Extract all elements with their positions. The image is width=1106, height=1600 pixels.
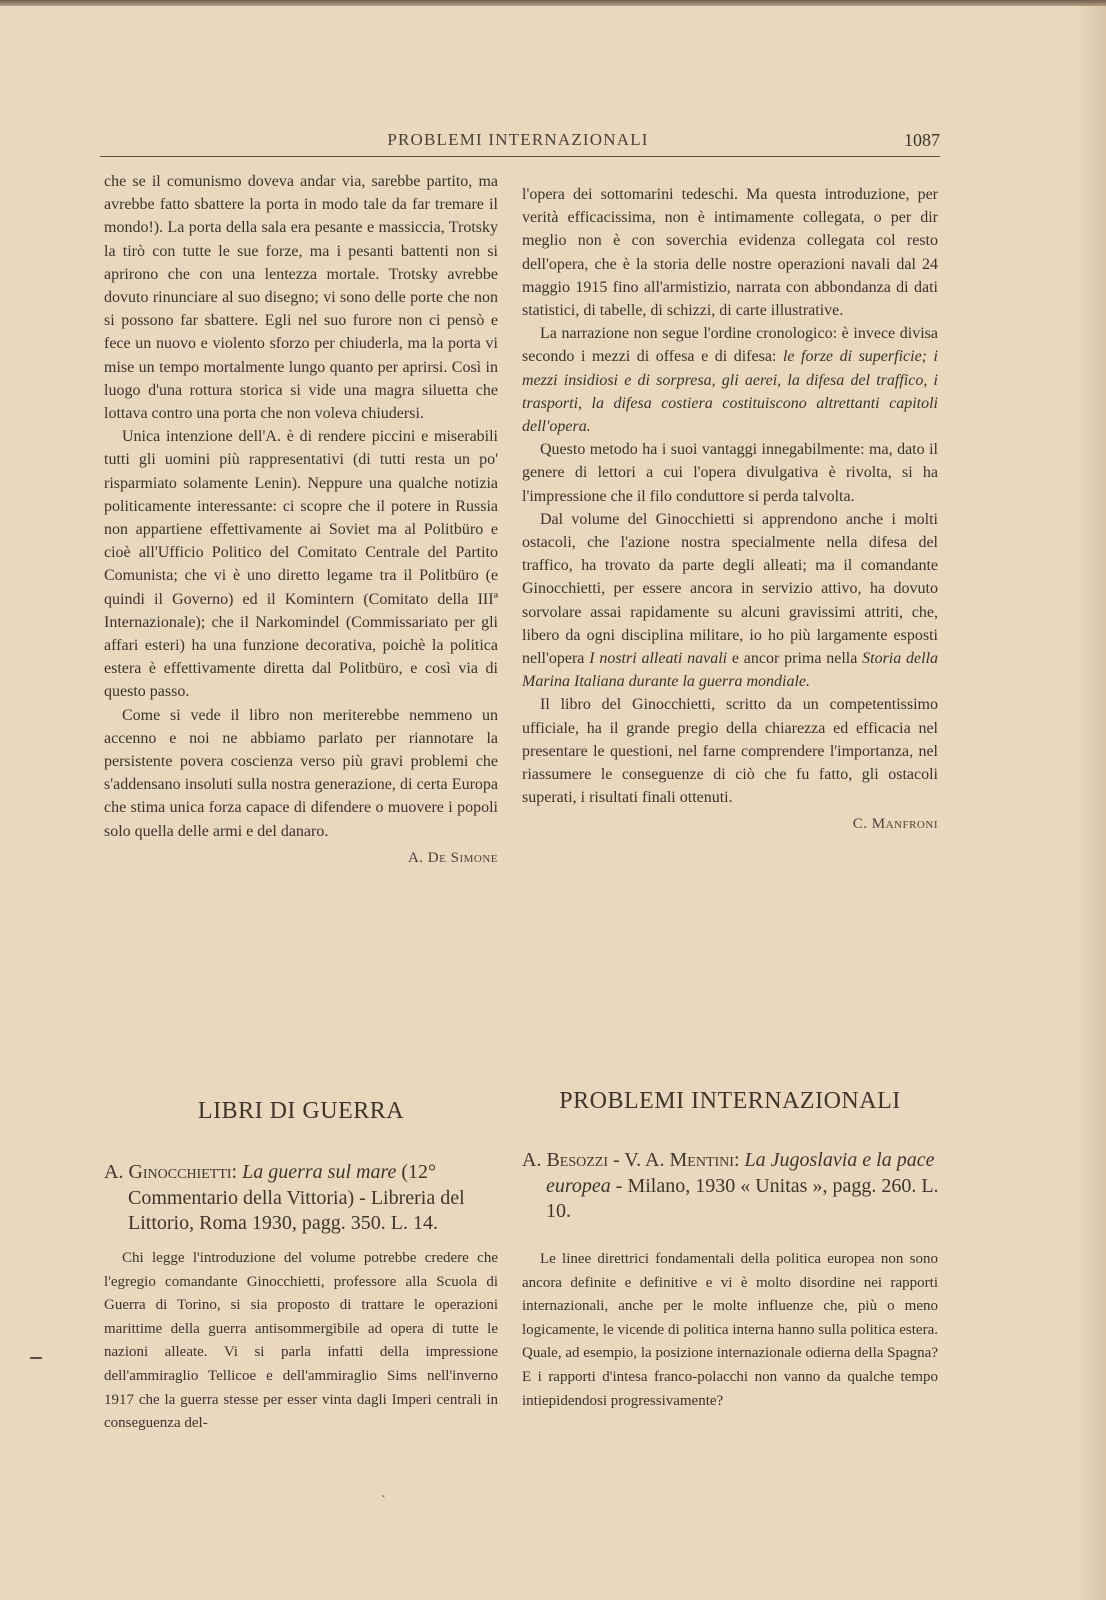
section-title-right: PROBLEMI INTERNAZIONALI [559, 1088, 901, 1114]
page-header [100, 126, 940, 157]
paragraph: Chi legge l'introduzione del volume potrebbe credere che l'egregio comandante Ginocchietti, professore alla Scuola di Guerra di Torino, si sia proposto di trattare le operazioni marittime della guerra antisommergibile ad opera di tutte le nazioni alleate. Vi si parla infatti della impressione dell'ammiraglio Tellicoe e dell'ammiraglio Sims nell'inverno 1917 che la guerra stesse per esser vinta dagli Imperi centrali in conseguenza del- [104, 1250, 498, 1432]
book-author: A. Ginocchietti [104, 1161, 232, 1183]
book-title: La guerra sul mare [242, 1161, 397, 1183]
paragraph [522, 508, 938, 694]
left-column-continued-review [104, 170, 498, 870]
left-review-text [104, 1247, 498, 1436]
page-top-edge [0, 0, 1106, 6]
paragraph: Questo metodo ha i suoi vantaggi innegabilmente: ma, dato il genere di lettori a cui l'opera divulgativa è rivolta, si ha l'impressione che il filo conduttore si perda talvolta. [522, 441, 938, 505]
book-details: - Milano, 1930 « Unitas », pagg. 260. L. 10. [546, 1174, 939, 1222]
text: La narrazione non segue l'ordine cronologico: è invece divisa secondo i mezzi di offesa e di difesa: [522, 325, 938, 366]
right-column-continued-review [522, 183, 938, 837]
text: e ancor prima nella [727, 650, 863, 668]
right-review-text [522, 1248, 938, 1413]
book-title: La Jugoslavia e la pace europea [546, 1149, 935, 1197]
paragraph: Unica intenzione dell'A. è di rendere piccini e miserabili tutti gli uomini più rappresentativi (di tutti resta un po' risparmiato solamente Lenin). Neppure una qualche notizia politicamente interessante: ci scopre che il potere in Russia non appartiene effettivamente ai Soviet ma al Politbüro e cioè all'Ufficio Politico del Comitato Centrale del Partito Comunista; che vi è uno diretto legame tra il Politbüro (e quindi il Governo) ed il Komintern (Comitato della IIIª Internazionale); che il Narkomindel (Commissariato per gli affari esteri) ha una funzione decorativa, poichè la politica estera è effettivamente diretta dal Politbüro, e così via di questo passo. [104, 428, 498, 701]
bibliographic-entry-right [522, 1148, 962, 1225]
italic-text: le forze di superficie; i mezzi insidiosi e di sorpresa, gli aerei, la difesa del traffico, i trasporti, la difesa costiera costituiscono altrettanti capitoli dell'opera. [522, 348, 939, 436]
paragraph: che se il comunismo doveva andar via, sarebbe partito, ma avrebbe fatto sbattere la porta in modo tale da far tremare il mondo!). La porta della sala era pesante e massiccia, Trotsky la tirò con tutte le sue forze, ma i pesanti battenti non si aprirono che con una lentezza mortale. Trotsky avrebbe dovuto rinunciare al suo disegno; vi sono delle porte che non si possono far sbattere. Egli nel suo furore non ci pensò e fece un nuovo e violento sforzo per chiuderla, ma la porta vi mise un tempo mortalmente lungo quanto per aprirsi. Così in luogo d'una rottura storica si vide una magra siluetta che lottava contro una porta che non voleva chiudersi. [104, 173, 498, 423]
italic-text: Storia della Marina Italiana durante la guerra mondiale. [522, 650, 939, 691]
stray-mark: ` [381, 1494, 386, 1509]
bibliographic-entry-left [104, 1160, 522, 1237]
book-details: (12° Commentario della Vittoria) - Libreria del Littorio, Roma 1930, pagg. 350. L. 14. [128, 1161, 465, 1234]
page-number: 1087 [904, 130, 940, 150]
review-signature: C. Manfroni [852, 816, 938, 833]
paragraph: Come si vede il libro non meriterebbe nemmeno un accenno e noi ne abbiamo parlato per riannotare la persistente povera coscienza verso più gravi problemi che s'addensano insoluti sulla nostra generazione, di certa Europa che stima unica forza capace di difendere o muovere i popoli solo quella delle armi e del danaro. [104, 706, 498, 840]
page-right-edge [1078, 0, 1106, 1600]
review-signature: A. De Simone [407, 849, 498, 866]
margin-mark [30, 1357, 42, 1359]
section-title-left: LIBRI DI GUERRA [197, 1098, 405, 1124]
paragraph: Le linee direttrici fondamentali della politica europea non sono ancora definite e definitive e vi è molto disordine nei rapporti internazionali, anche per le molte influenze che, più o meno logicamente, le vicende di politica interna hanno sulla politica estera. Quale, ad esempio, la posizione internazionale odierna della Spagna? E i rapporti d'intesa franco-polacchi non vanno da qualche tempo intiepidendosi progressivamente? [522, 1251, 938, 1409]
running-head: PROBLEMI INTERNAZIONALI [387, 130, 649, 149]
text: Dal volume del Ginocchietti si apprendono anche i molti ostacoli, che l'azione nostra specialmente nella difesa del traffico, ha trovato da parte degli alleati; ma il comandante Ginocchietti, per essere ancora in servizio attivo, ha dovuto sorvolare assai rapidamente su alcuni gravissimi attriti, che, libero da ogni disciplina militare, io ho più largamente esposti nell'opera [522, 510, 938, 668]
book-author: A. Besozzi - V. A. Mentini [522, 1149, 734, 1171]
paragraph [522, 322, 938, 438]
italic-text: I nostri alleati navali [589, 650, 728, 668]
paragraph: l'opera dei sottomarini tedeschi. Ma questa introduzione, per verità efficacissima, non è intimamente collegata, o per dir meglio non è con soverchia evidenza collegata col resto dell'opera, che è la storia delle nostre operazioni navali dal 24 maggio 1915 fino all'armistizio, narrata con abbondanza di dati statistici, di tabelle, di schizzi, di carte illustrative. [522, 186, 938, 320]
separator: : [231, 1161, 243, 1183]
paragraph: Il libro del Ginocchietti, scritto da un competentissimo ufficiale, ha il grande pregio della chiarezza ed efficacia nel presentare le questioni, nel farne comprendere l'importanza, nel riassumere le conseguenze di ciò che fu fatto, gli ostacoli superati, i risultati finali ottenuti. [522, 696, 938, 807]
separator: : [733, 1149, 745, 1171]
